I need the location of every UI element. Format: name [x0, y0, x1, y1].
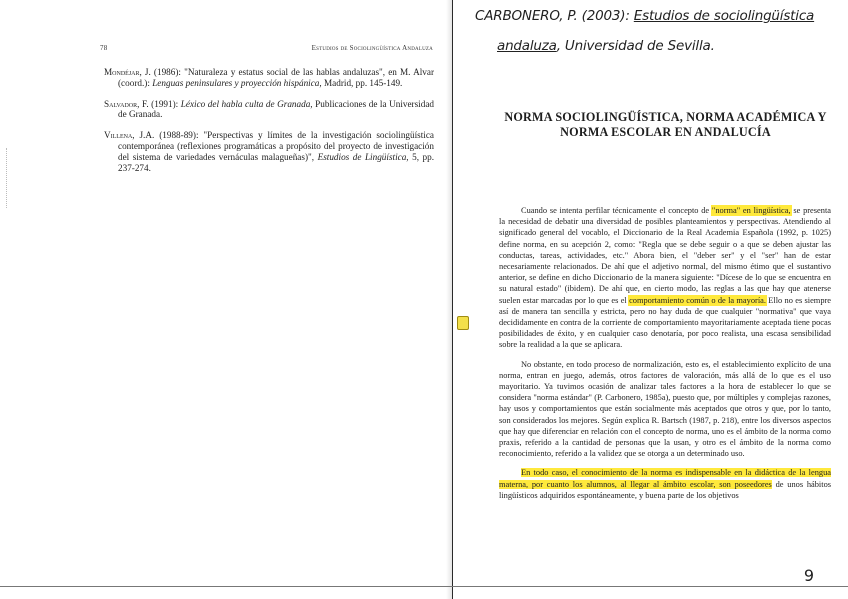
margin-marks [6, 148, 25, 208]
handwritten-citation-line-1: CARBONERO, P. (2003): Estudios de sociolingüística [475, 8, 815, 24]
paragraph-1: Cuando se intenta perfilar técnicamente el concepto de "norma" en lingüística, se presenta la necesidad de debatir una diversidad de posibles planteamientos y perspectivas. Atendiendo al significado general del vocablo, el Diccionario de la Real Academia Española (1992, p. 1025) define norma, en su acepción 2, como: "Regla que se debe seguir o a que se deben ajustar las conductas, tareas, actividades, etc." Abora bien, el "deber ser" y el "ser" han de estar necesariamente relacionados. De ahí que el adjetivo normal, del mismo étimo que el sustantivo anterior, se define en dicho Diccionario de la manera siguiente: "Dícese de lo que se encuentra en su natural estado" (ibidem). De ahí que, en cierto modo, las reglas a las que hay que atenerse suelen estar marcadas por lo que es el comportamiento común o de la mayoría. Ello no es siempre así de manera tan sencilla y estricta, pero no hay duda de que cualquier "normativa" que vaya decididamente en contra de la corriente de comportamiento mayoritariamente aceptada tiene pocas posibilidades de éxito, y en cualquier caso denotaría, por poco realista, una escasa sensibilidad sobre la realidad a la que se aplicara. [499, 206, 832, 350]
running-title: Estudios de Sociolingüística Andaluza [311, 44, 433, 52]
body-text [499, 205, 831, 509]
highlight-comportamiento: comportamiento común o de la mayoría. [629, 295, 766, 305]
page-bottom-edge [0, 586, 848, 587]
highlight-didactica: En todo caso, el conocimiento de la norma es indispensable en la didáctica de la lengua materna, por cuanto los alumnos, al llegar al ámbito escolar, son poseedores [499, 468, 831, 489]
chapter-title-line: NORMA SOCIOLINGÜÍSTICA, NORMA ACADÉMICA Y [504, 110, 827, 124]
chapter-title-line: NORMA ESCOLAR EN ANDALUCÍA [560, 124, 771, 139]
left-page-number: 78 [100, 44, 108, 52]
reference-item: Villena, J.A. (1988-89): "Perspectivas y límites de la investigación sociolingüística contemporánea (reflexiones programáticas a propósito del proyecto de investigación del sistema de variedades vernáculas malagueñas)", Estudios de Lingüística, 5, pp. 237-274. [104, 130, 435, 173]
sticky-note-flag [457, 316, 469, 330]
reference-list [104, 67, 434, 183]
reference-item: Salvador, F. (1991): Léxico del habla culta de Granada, Publicaciones de la Universidad de Granada. [104, 98, 435, 120]
handwritten-page-number: 9 [803, 566, 814, 585]
chapter-title [493, 110, 838, 139]
handwritten-citation-line-2: andaluza, Universidad de Sevilla. [497, 38, 715, 54]
paragraph-3: En todo caso, el conocimiento de la norma es indispensable en la didáctica de la lengua materna, por cuanto los alumnos, al llegar al ámbito escolar, son poseedores de unos hábitos lingüísticos adquiridos espontáneamente, y buena parte de los objetivos [499, 468, 832, 500]
highlight-norma: "norma" en lingüística, [711, 206, 791, 215]
reference-item: Mondéjar, J. (1986): "Naturaleza y estatus social de las hablas andaluzas", en M. Alvar (coord.): Lenguas peninsulares y proyección hispánica, Madrid, pp. 145-149. [104, 67, 434, 88]
right-page [453, 0, 848, 599]
paragraph-2: No obstante, en todo proceso de normalización, esto es, el establecimiento explícito de una norma, entran en juego, además, otros factores de valoración, más allá de lo que es el uso mayoritario. Ya tuvimos ocasión de analizar tales factores a la hora de establecer lo que se considera "norma estándar" (P. Carbonero, 1985a), puesto que, por múltiples y complejas razones, hay usos y comportamientos que están socialmente más aceptados que otros y que, por lo tanto, son considerados los mejores. Según explica R. Bartsch (1987, p. 218), entre los diversos aspectos que hay que diferenciar en relación con el concepto de norma, uno es el ámbito de la norma como praxis, referido a la cantidad de personas que la usan, y otro es el ámbito de la norma como reconocimiento, referido a la validez que se otorga a un determinado uso. [499, 359, 831, 459]
